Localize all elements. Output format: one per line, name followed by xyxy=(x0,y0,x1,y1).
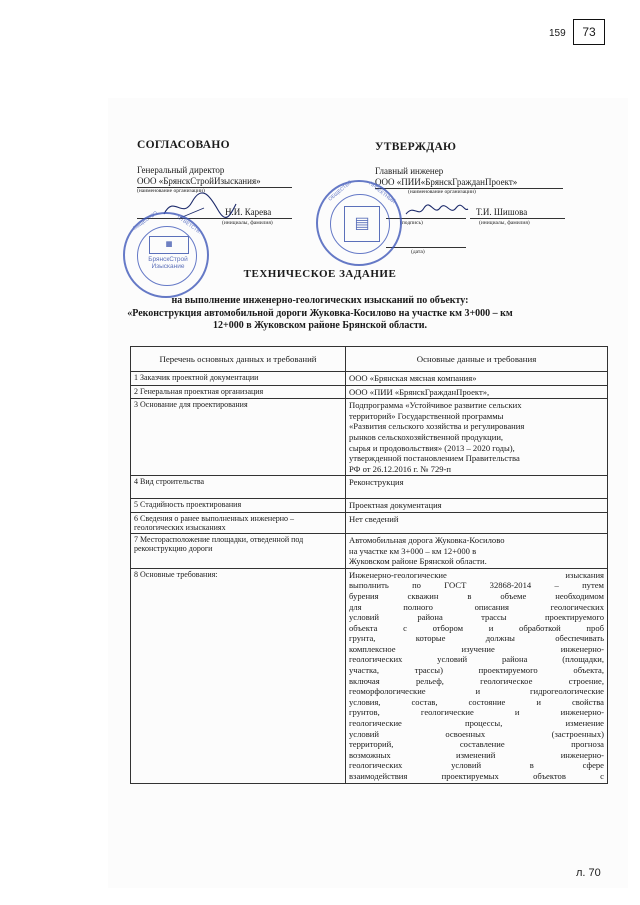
row-value-line: условий района трассы проектируемого xyxy=(349,612,604,623)
confirmed-name: Т.И. Шишова xyxy=(476,207,528,217)
row-value-line: сырья и продовольствия» (2013 – 2020 годы), xyxy=(349,442,515,453)
row-value-line: геоморфологические и гидрогеологические xyxy=(349,686,604,697)
confirmed-org: ООО «ПИИ«БрянскГражданПроект» xyxy=(375,177,518,187)
row-value-line: возможных изменений инженерно- xyxy=(349,749,604,760)
table-row xyxy=(131,476,608,499)
table-row xyxy=(131,399,608,476)
approved-position: Генеральный директор xyxy=(137,165,225,175)
approved-seal-text: БрянскСтрой Изыскание xyxy=(148,256,188,270)
confirmed-name-caption: (инициалы, фамилия) xyxy=(479,220,530,226)
row-value-line: Подпрограмма «Устойчивое развитие сельских xyxy=(349,400,522,411)
confirmed-org-caption: (наименование организации) xyxy=(408,189,476,195)
row-value-line: рынков сельскохозяйственной продукции, xyxy=(349,431,504,442)
table-row xyxy=(131,499,608,513)
row-value-line: взаимодействия проектируемых объектов с xyxy=(349,771,604,781)
row-value-line: территорий» Государственной программы xyxy=(349,410,504,421)
row-value-line: ООО «ПИИ «БрянскГражданПроект», xyxy=(349,386,490,397)
row-label: 8 Основные требования: xyxy=(131,568,346,783)
row-value xyxy=(346,533,608,568)
approved-name: Н.И. Карева xyxy=(225,207,272,217)
row-value-line: условий освоенных (застроенных) xyxy=(349,728,604,739)
row-value-line: для полного описания геологических xyxy=(349,601,604,612)
row-value-line: РФ от 26.12.2016 г. № 729-п xyxy=(349,463,452,474)
row-value xyxy=(346,385,608,399)
page-number: 159 xyxy=(549,28,566,39)
approved-name-caption: (инициалы, фамилия) xyxy=(222,220,273,226)
approved-heading: СОГЛАСОВАНО xyxy=(137,139,230,151)
approved-org: ООО «БрянскСтройИзыскания» xyxy=(137,176,261,186)
row-value-line: грунтов, геологические и инженерно- xyxy=(349,707,604,718)
row-label: 3 Основание для проектирования xyxy=(131,399,346,476)
row-value-line: геологические процессы, изменение xyxy=(349,718,604,729)
row-value-line: утвержденной постановлением Правительства xyxy=(349,453,520,464)
row-value-line: участка, трассы) проектируемого объекта, xyxy=(349,665,604,676)
confirmed-name-line xyxy=(470,218,565,219)
table-row xyxy=(131,385,608,399)
table-row xyxy=(131,533,608,568)
row-value xyxy=(346,476,608,499)
row-value-line: геологических условий района (площадки, xyxy=(349,654,604,665)
approved-org-caption: (наименование организации) xyxy=(137,188,205,194)
row-value-line: Автомобильная дорога Жуковка-Косилово xyxy=(349,534,505,545)
row-value xyxy=(346,399,608,476)
table-header-row xyxy=(131,347,608,372)
table-row xyxy=(131,568,608,783)
row-label: 6 Сведения о ранее выполненных инженерно – геологических изысканиях xyxy=(131,512,346,533)
row-label: 2 Генеральная проектная организация xyxy=(131,385,346,399)
document-subtitle-line3: 12+000 в Жуковском районе Брянской области. xyxy=(213,320,427,331)
row-value-line: Инженерно-геологические изыскания xyxy=(349,569,604,580)
row-value-line: Проектная документация xyxy=(349,500,442,511)
sheet-number-box: 73 xyxy=(573,19,605,45)
approved-seal: ОБЩЕСТВО ОТВЕТСТВ. ▦ БрянскСтрой Изыскание xyxy=(123,212,209,298)
confirmed-position: Главный инженер xyxy=(375,166,444,176)
footer-sheet-label: л. 70 xyxy=(576,867,601,879)
row-value-line: ООО «Брянская мясная компания» xyxy=(349,373,477,383)
row-value-line: объекта с отбором и обработкой проб xyxy=(349,622,604,633)
row-value-line: выполнить по ГОСТ 32868-2014 – путем xyxy=(349,580,604,591)
confirmed-heading: УТВЕРЖДАЮ xyxy=(375,141,457,153)
table-body xyxy=(131,372,608,784)
confirmed-date-caption: (дата) xyxy=(411,249,425,255)
table-header-col2: Основные данные и требования xyxy=(346,347,608,372)
requirements-table xyxy=(130,346,608,784)
row-value xyxy=(346,499,608,513)
row-value-line: Реконструкция xyxy=(349,477,404,488)
document-subtitle-line2: «Реконструкция автомобильной дороги Жуковка-Косилово на участке км 3+000 – км xyxy=(127,308,513,319)
row-value-line: включая рельеф, геологическое строение, xyxy=(349,675,604,686)
table-row xyxy=(131,512,608,533)
row-label: 1 Заказчик проектной документации xyxy=(131,372,346,386)
row-value xyxy=(346,568,608,783)
document-title: ТЕХНИЧЕСКОЕ ЗАДАНИЕ xyxy=(243,268,397,280)
row-value-line: Нет сведений xyxy=(349,513,399,524)
row-value-line: на участке км 3+000 – км 12+000 в xyxy=(349,545,477,556)
row-value-line: «Развития сельского хозяйства и регулирования xyxy=(349,421,525,432)
row-value-line: бурения скважин в объеме необходимом xyxy=(349,590,604,601)
confirmed-seal: ОБЩЕСТВО ПРОЕКТНЫЙ ▤ xyxy=(316,180,402,266)
confirmed-sign-caption: (подпись) xyxy=(400,220,423,226)
row-value xyxy=(346,512,608,533)
row-value xyxy=(346,372,608,386)
row-value-line: территорий, составление прогноза xyxy=(349,739,604,750)
row-value-line: условия, состав, состояние и свойства xyxy=(349,696,604,707)
table-header-col1: Перечень основных данных и требований xyxy=(131,347,346,372)
row-value-line: геологических условий в сфере xyxy=(349,760,604,771)
document-subtitle-line1: на выполнение инженерно-геологических изысканий по объекту: xyxy=(171,295,469,306)
row-value-line: комплексное изучение инженерно- xyxy=(349,643,604,654)
table-row xyxy=(131,372,608,386)
row-value-line: грунта, которые должны обеспечивать xyxy=(349,633,604,644)
row-label: 5 Стадийность проектирования xyxy=(131,499,346,513)
row-value-line: Жуковском районе Брянской области. xyxy=(349,556,487,567)
row-label: 4 Вид строительства xyxy=(131,476,346,499)
confirmed-date-line xyxy=(386,247,466,248)
row-label: 7 Месторасположение площадки, отведенной под реконструкцию дороги xyxy=(131,533,346,568)
